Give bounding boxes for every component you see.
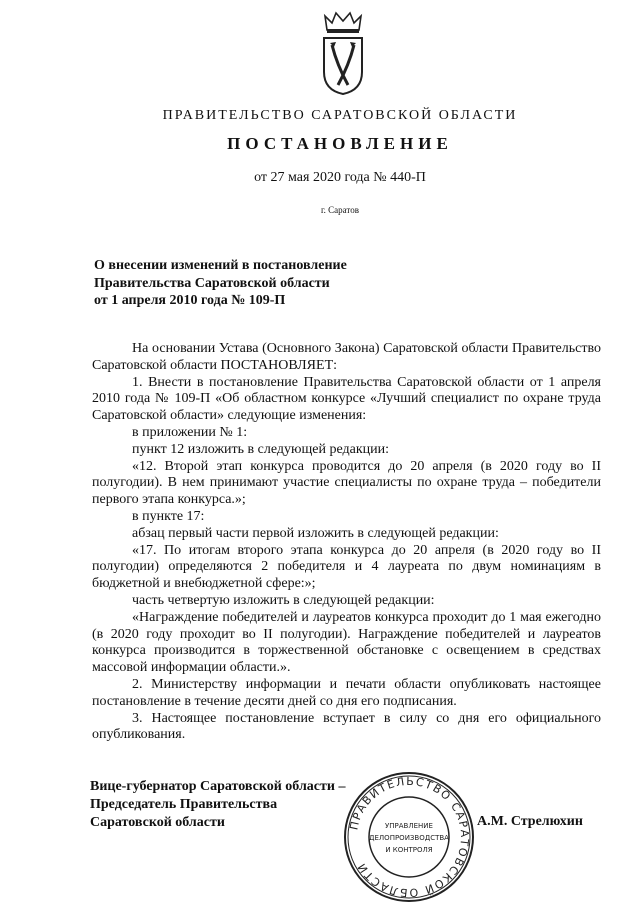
subject-line: от 1 апреля 2010 года № 109-П bbox=[94, 293, 286, 308]
document-subject bbox=[94, 257, 454, 310]
document-city: г. Саратов bbox=[321, 205, 359, 215]
signer-position-line: Председатель Правительства bbox=[90, 797, 278, 812]
saratov-coat-of-arms-icon bbox=[318, 10, 368, 96]
body-paragraph: 2. Министерству информации и печати области опубликовать настоящее постановление в течение десяти дней со дня его подписания. bbox=[92, 676, 601, 709]
government-name: ПРАВИТЕЛЬСТВО САРАТОВСКОЙ ОБЛАСТИ bbox=[162, 108, 518, 123]
body-paragraph: 3. Настоящее постановление вступает в силу со дня его официального опубликования. bbox=[92, 710, 601, 743]
signer-position bbox=[90, 778, 380, 832]
seal-ring-text: ПРАВИТЕЛЬСТВО САРАТОВСКОЙ ОБЛАСТИ bbox=[347, 774, 472, 900]
body-paragraph: На основании Устава (Основного Закона) Саратовской области Правительство Саратовской области ПОСТАНОВЛЯЕТ: bbox=[92, 341, 601, 373]
signer-name: А.М. Стрелюхин bbox=[477, 814, 583, 829]
body-paragraph: «17. По итогам второго этапа конкурса до 20 апреля (в 2020 году во II полугодии) определяются 2 победителя и 4 лауреата по двум номинациям в бюджетной и внебюджетной сфере:»; bbox=[92, 542, 601, 592]
official-stamp-icon bbox=[342, 770, 476, 904]
seal-center-line: УПРАВЛЕНИЕ bbox=[385, 822, 433, 830]
body-paragraph: пункт 12 изложить в следующей редакции: bbox=[132, 441, 389, 457]
subject-line: Правительства Саратовской области bbox=[94, 275, 330, 291]
body-paragraph: часть четвертую изложить в следующей редакции: bbox=[132, 592, 435, 608]
seal-center-line: И КОНТРОЛЯ bbox=[385, 846, 433, 854]
subject-line: О внесении изменений в постановление bbox=[94, 258, 347, 273]
body-paragraph: абзац первый части первой изложить в следующей редакции: bbox=[132, 525, 499, 541]
document-type: ПОСТАНОВЛЕНИЕ bbox=[227, 134, 453, 153]
body-paragraph: в пункте 17: bbox=[132, 508, 205, 524]
signer-position-line: Саратовской области bbox=[90, 815, 225, 830]
body-paragraph: «Награждение победителей и лауреатов конкурса проходит до 1 мая ежегодно (в 2020 году проходит во II полугодии). Награждение победителей и лауреатов конкурса производится в торжественной обстановке с освещением в средствах массовой информации области.». bbox=[92, 609, 601, 676]
body-paragraph: 1. Внести в постановление Правительства Саратовской области от 1 апреля 2010 года № 109-П «Об областном конкурсе «Лучший специалист по охране труда Саратовской области» следующие изменения: bbox=[92, 374, 601, 424]
document-body bbox=[92, 341, 601, 744]
signer-position-line: Вице-губернатор Саратовской области – bbox=[90, 779, 346, 794]
body-paragraph: в приложении № 1: bbox=[132, 424, 248, 440]
document-date-number: от 27 мая 2020 года № 440-П bbox=[254, 170, 426, 185]
body-paragraph: «12. Второй этап конкурса проводится до 20 апреля (в 2020 году во II полугодии). В нем принимают участие специалисты по охране труда – победители первого этапа конкурса.»; bbox=[92, 458, 601, 508]
seal-center-line: ДЕЛОПРОИЗВОДСТВА bbox=[369, 834, 449, 842]
